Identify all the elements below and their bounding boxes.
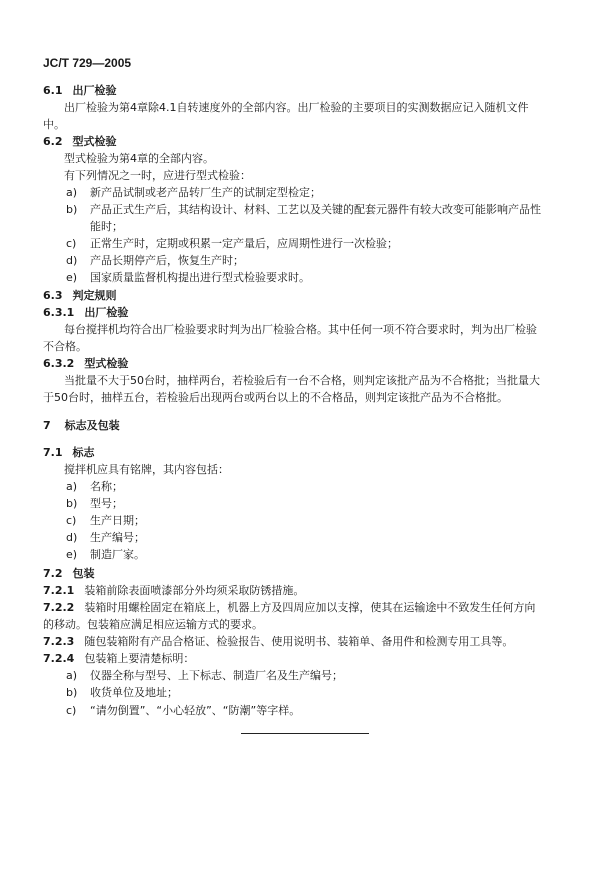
section-number: 7.1 (43, 446, 63, 459)
list-marker: c) (66, 704, 77, 717)
paragraph: 搅拌机应具有铭牌，其内容包括： (64, 463, 229, 476)
list-marker: a) (66, 480, 78, 493)
heading-6-3-1 (43, 306, 128, 320)
list-marker: b) (66, 686, 78, 699)
list-item: 生产编号； (90, 531, 145, 544)
heading-6-3 (43, 289, 117, 303)
list-item: 收货单位及地址； (90, 686, 178, 699)
clause-7-2-1 (43, 584, 304, 598)
heading-6-1 (43, 84, 117, 98)
paragraph: 有下列情况之一时，应进行型式检验： (64, 169, 251, 182)
list-item: 产品长期停产后，恢复生产时； (90, 254, 244, 267)
clause-number: 7.2.1 (43, 584, 75, 597)
clause-number: 7.2.4 (43, 652, 75, 665)
clause-number: 7.2.3 (43, 635, 75, 648)
end-rule (241, 733, 369, 734)
section-title: 包装 (72, 567, 95, 580)
heading-6-2 (43, 135, 117, 149)
section-number: 6.3 (43, 289, 63, 302)
section-number: 6.3.2 (43, 357, 75, 370)
list-item: “请勿倒置”、“小心轻放”、“防潮”等字样。 (90, 704, 301, 717)
list-item-continuation: 能时； (90, 220, 123, 233)
section-number: 6.3.1 (43, 306, 75, 319)
section-title: 型式检验 (72, 135, 117, 148)
clause-7-2-2 (43, 601, 535, 615)
paragraph: 中。 (43, 118, 65, 131)
clause-7-2-4 (43, 652, 194, 666)
section-number: 6.2 (43, 135, 63, 148)
paragraph: 每台搅拌机均符合出厂检验要求时判为出厂检验合格。其中任何一项不符合要求时，判为出厂检验 (64, 323, 537, 336)
paragraph: 于50台时，抽样五台，若检验后出现两台或两台以上的不合格品，则判定该批产品为不合格批。 (43, 391, 508, 404)
list-item: 型号； (90, 497, 123, 510)
standard-code: JC/T 729—2005 (43, 56, 132, 70)
clause-continuation: 的移动。包装箱应满足相应运输方式的要求。 (43, 618, 263, 631)
list-item: 生产日期； (90, 514, 145, 527)
list-item: 仪器全称与型号、上下标志、制造厂名及生产编号； (90, 669, 343, 682)
list-marker: c) (66, 237, 77, 250)
clause-7-2-3 (43, 635, 513, 649)
section-number: 7 (43, 419, 51, 432)
list-marker: b) (66, 203, 78, 216)
section-title: 标志及包装 (64, 419, 120, 432)
clause-text: 装箱时用螺栓固定在箱底上，机器上方及四周应加以支撑，使其在运输途中不致发生任何方向 (84, 601, 536, 614)
list-item: 产品正式生产后，其结构设计、材料、工艺以及关键的配套元器件有较大改变可能影响产品性 (90, 203, 541, 216)
list-marker: b) (66, 497, 78, 510)
list-marker: e) (66, 271, 78, 284)
section-title: 出厂检验 (72, 84, 117, 97)
heading-7-1 (43, 446, 95, 460)
list-marker: d) (66, 254, 78, 267)
list-item: 名称； (90, 480, 123, 493)
clause-text: 装箱前除表面喷漆部分外均须采取防锈措施。 (84, 584, 305, 597)
section-number: 7.2 (43, 567, 63, 580)
section-title: 型式检验 (84, 357, 129, 370)
list-item: 制造厂家。 (90, 548, 145, 561)
heading-7 (43, 419, 120, 433)
section-title: 判定规则 (72, 289, 117, 302)
paragraph: 当批量不大于50台时，抽样两台，若检验后有一台不合格，则判定该批产品为不合格批；当批量大 (64, 374, 540, 387)
list-marker: e) (66, 548, 78, 561)
list-marker: a) (66, 669, 78, 682)
list-item: 国家质量监督机构提出进行型式检验要求时。 (90, 271, 310, 284)
list-marker: a) (66, 186, 78, 199)
heading-7-2 (43, 567, 95, 581)
clause-number: 7.2.2 (43, 601, 75, 614)
section-title: 出厂检验 (84, 306, 129, 319)
paragraph: 不合格。 (43, 340, 87, 353)
paragraph: 出厂检验为第4章除4.1自转速度外的全部内容。出厂检验的主要项目的实测数据应记入随机文件 (64, 101, 529, 114)
list-item: 新产品试制或老产品转厂生产的试制定型检定； (90, 186, 321, 199)
paragraph: 型式检验为第4章的全部内容。 (64, 152, 214, 165)
list-item: 正常生产时，定期或积累一定产量后，应周期性进行一次检验； (90, 237, 398, 250)
clause-text: 随包装箱附有产品合格证、检验报告、使用说明书、装箱单、备用件和检测专用工具等。 (84, 635, 514, 648)
list-marker: d) (66, 531, 78, 544)
heading-6-3-2 (43, 357, 128, 371)
list-marker: c) (66, 514, 77, 527)
section-number: 6.1 (43, 84, 63, 97)
clause-text: 包装箱上要清楚标明： (84, 652, 195, 665)
section-title: 标志 (72, 446, 95, 459)
